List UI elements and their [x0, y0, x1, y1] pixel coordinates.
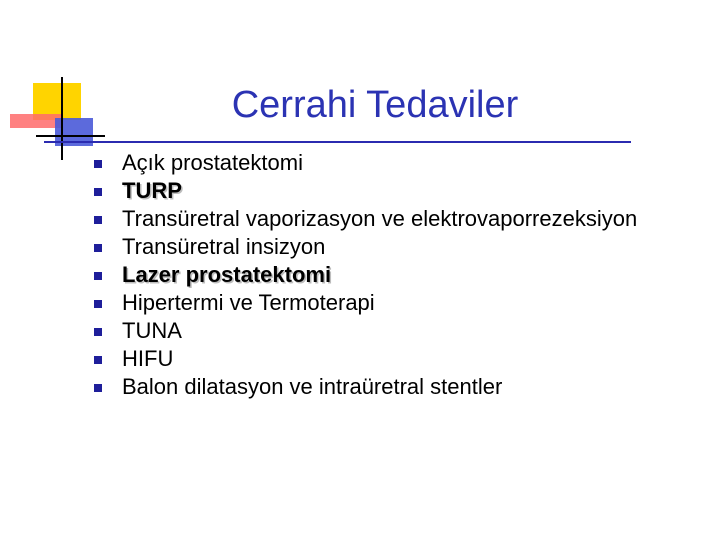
bullet-item [94, 374, 694, 400]
bullet-square-icon [94, 384, 102, 392]
bullet-square-icon [94, 216, 102, 224]
bullet-square-icon [94, 328, 102, 336]
bullet-square-icon [94, 300, 102, 308]
bullet-text: TUNA [122, 318, 182, 343]
bullet-text: Transüretral insizyon [122, 234, 326, 259]
bullet-item [94, 262, 694, 288]
bullet-item [94, 206, 694, 232]
bullet-item [94, 346, 694, 372]
title-divider [44, 141, 631, 143]
bullet-square-icon [94, 272, 102, 280]
bullet-text: Balon dilatasyon ve intraüretral stentler [122, 374, 503, 399]
bullet-text: Transüretral vaporizasyon ve elektrovaporrezeksiyon [122, 206, 638, 231]
bullet-text: HIFU [122, 346, 174, 371]
bullet-square-icon [94, 244, 102, 252]
bullet-text: Hipertermi ve Termoterapi [122, 290, 375, 315]
bullet-item [94, 178, 694, 204]
bullet-list [94, 150, 694, 402]
bullet-square-icon [94, 356, 102, 364]
decorative-logo [0, 0, 110, 170]
bullet-text: Açık prostatektomi [122, 150, 303, 175]
logo-red-bar [10, 114, 62, 128]
slide-title: Cerrahi Tedaviler [231, 84, 519, 126]
bullet-item [94, 318, 694, 344]
bullet-item [94, 150, 694, 176]
bullet-text: Lazer prostatektomi [122, 262, 332, 287]
bullet-item [94, 290, 694, 316]
bullet-square-icon [94, 160, 102, 168]
bullet-square-icon [94, 188, 102, 196]
bullet-item [94, 234, 694, 260]
bullet-text: TURP [122, 178, 182, 203]
